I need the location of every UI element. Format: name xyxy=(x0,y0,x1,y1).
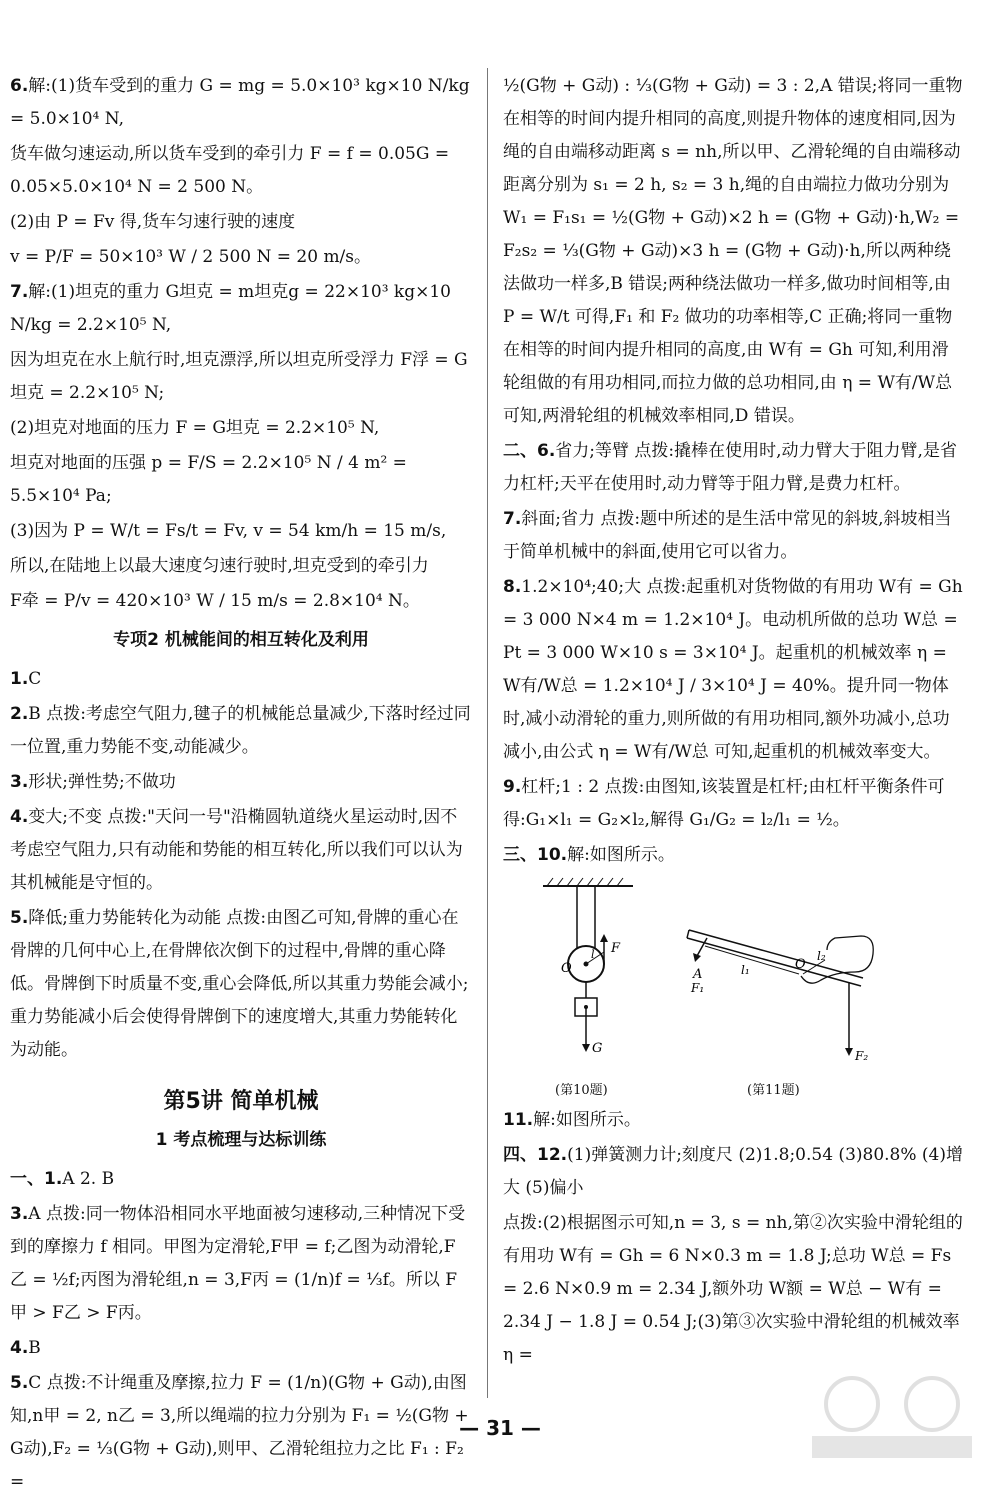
answer-text: 省力;等臂 点拨:撬棒在使用时,动力臂大于阻力臂,是省力杠杆;天平在使用时,动力臂等于阻力臂,是费力杠杆。 xyxy=(503,441,957,494)
question-number: 三、10. xyxy=(503,845,568,865)
question-number: 7. xyxy=(503,509,522,529)
figure-11-lever xyxy=(687,930,873,1063)
answer-text: 解:(1)坦克的重力 G坦克 = m坦克g = 22×10³ kg×10 N/kg = 2.2×10⁵ N, xyxy=(10,282,451,335)
label-o2: O xyxy=(795,957,806,972)
figure-10-pulley xyxy=(543,878,633,1056)
answer-text: 解:(1)货车受到的重力 G = mg = 5.0×10³ kg×10 N/kg = 5.0×10⁴ N, xyxy=(10,76,470,129)
answer-item xyxy=(10,241,472,274)
label-o: O xyxy=(561,961,572,976)
right-column xyxy=(503,70,965,1374)
answer-text: C xyxy=(28,669,42,689)
answer-item xyxy=(503,1104,965,1137)
answer-text: (1)弹簧测力计;刻度尺 (2)1.8;0.54 (3)80.8% (4)增大 (5)偏小 xyxy=(503,1145,964,1198)
label-l2: l₂ xyxy=(817,949,826,963)
label-f2: F₂ xyxy=(855,1049,869,1063)
column-divider xyxy=(487,68,488,1398)
label-f1: F₁ xyxy=(691,981,705,995)
question-number: 四、12. xyxy=(503,1145,568,1165)
section-title: 专项2 机械能间的相互转化及利用 xyxy=(113,630,369,650)
answer-text: 解:如图所示。 xyxy=(533,1110,641,1130)
answer-item xyxy=(10,766,472,799)
left-column xyxy=(10,70,472,1501)
question-number: 二、6. xyxy=(503,441,556,461)
answer-text: A 2. B xyxy=(62,1169,115,1189)
caption-fig10: (第10题) xyxy=(555,1083,608,1098)
answer-item xyxy=(503,571,965,769)
answer-text: B xyxy=(28,1338,41,1358)
answer-item xyxy=(10,550,472,583)
answer-text: 因为坦克在水上航行时,坦克漂浮,所以坦克所受浮力 F浮 = G坦克 = 2.2×10⁵ N; xyxy=(10,350,468,403)
answer-item xyxy=(10,585,472,618)
caption-fig11: (第11题) xyxy=(747,1083,800,1098)
question-number: 7. xyxy=(10,282,29,302)
question-number: 3. xyxy=(10,772,29,792)
answer-item xyxy=(10,902,472,1067)
answer-list-3 xyxy=(10,1163,472,1499)
answer-item xyxy=(503,435,965,501)
answer-item xyxy=(10,447,472,513)
question-number: 9. xyxy=(503,777,522,797)
label-g: G xyxy=(592,1041,603,1056)
answer-item xyxy=(10,70,472,136)
answer-item xyxy=(10,1198,472,1330)
question-number: 4. xyxy=(10,807,29,827)
question-number: 1. xyxy=(10,669,29,689)
label-l1: l₁ xyxy=(741,963,750,977)
question-number: 5. xyxy=(10,1373,29,1393)
question-number: 3. xyxy=(10,1204,29,1224)
answer-item xyxy=(503,839,965,872)
label-l: l xyxy=(591,948,595,961)
answer-item xyxy=(503,1207,965,1372)
answer-text: F牵 = P/v = 420×10³ W / 15 m/s = 2.8×10⁴ N。 xyxy=(10,591,420,611)
answer-list-4 xyxy=(503,70,965,872)
answer-item xyxy=(503,1139,965,1205)
answer-text: C 点拨:不计绳重及摩擦,拉力 F = (1/n)(G物 + G动),由图知,n甲 = 2, n乙 = 3,所以绳端的拉力分别为 F₁ = ½(G物 + G动),F₂ = ⅓(G物 + G动),则甲、乙滑轮组拉力之比 F₁ : F₂ = xyxy=(10,1373,469,1492)
lecture-subtitle: 1 考点梳理与达标训练 xyxy=(155,1130,327,1150)
question-number: 5. xyxy=(10,908,29,928)
answer-text: 坦克对地面的压强 p = F/S = 2.2×10⁵ N / 4 m² = 5.5×10⁴ Pa; xyxy=(10,453,407,506)
answer-item xyxy=(503,503,965,569)
answer-text: 变大;不变 点拨:"天问一号"沿椭圆轨道绕火星运动时,因不考虑空气阻力,只有动能和势能的相互转化,所以我们可以认为其机械能是守恒的。 xyxy=(10,807,463,893)
answer-list-2 xyxy=(10,663,472,1067)
question-number: 一、1. xyxy=(10,1169,63,1189)
answer-item xyxy=(10,138,472,204)
question-number: 6. xyxy=(10,76,29,96)
answer-text: 杠杆;1 : 2 点拨:由图知,该装置是杠杆;由杠杆平衡条件可得:G₁×l₁ = G₂×l₂,解得 G₁/G₂ = l₂/l₁ = ½。 xyxy=(503,777,945,830)
answer-item xyxy=(10,1163,472,1196)
answer-text: 货车做匀速运动,所以货车受到的牵引力 F = f = 0.05G = 0.05×5.0×10⁴ N = 2 500 N。 xyxy=(10,144,450,197)
question-number: 11. xyxy=(503,1110,534,1130)
answer-text: 降低;重力势能转化为动能 点拨:由图乙可知,骨牌的重心在骨牌的几何中心上,在骨牌依次倒下的过程中,骨牌的重心降低。骨牌倒下时质量不变,重心会降低,所以其重力势能会减小;重力势能减小后会使得骨牌倒下的速度增大,其重力势能转化为动能。 xyxy=(10,908,469,1060)
answer-item xyxy=(10,515,472,548)
answer-item xyxy=(10,663,472,696)
answer-item xyxy=(10,412,472,445)
answer-text: 点拨:(2)根据图示可知,n = 3, s = nh,第②次实验中滑轮组的有用功 W有 = Gh = 6 N×0.3 m = 1.8 J;总功 W总 = Fs = 2.6 N×0.9 m = 2.34 J,额外功 W额 = W总 − W有 = 2.34 J − 1.8 J = 0.54 J;(3)第③次实验中滑轮组的机械效率 η = xyxy=(503,1213,963,1365)
answer-item xyxy=(10,801,472,900)
answer-item xyxy=(10,276,472,342)
answer-item xyxy=(10,698,472,764)
answer-item xyxy=(503,70,965,433)
page-number: — 31 — xyxy=(459,1416,541,1440)
answer-text: (2)坦克对地面的压力 F = G坦克 = 2.2×10⁵ N, xyxy=(10,418,380,438)
figure-svg xyxy=(503,874,965,1104)
lecture-title: 第5讲 简单机械 xyxy=(163,1089,319,1114)
answer-text: 形状;弹性势;不做功 xyxy=(28,772,176,792)
answer-text: (2)由 P = Fv 得,货车匀速行驶的速度 xyxy=(10,212,296,232)
answer-text: 所以,在陆地上以最大速度匀速行驶时,坦克受到的牵引力 xyxy=(10,556,429,576)
answer-text: 解:如图所示。 xyxy=(567,845,675,865)
answer-text: A 点拨:同一物体沿相同水平地面被匀速移动,三种情况下受到的摩擦力 f 相同。甲图为定滑轮,F甲 = f;乙图为动滑轮,F乙 = ½f;丙图为滑轮组,n = 3,F丙 = (1/n)f = ⅓f。所以 F甲 > F乙 > F丙。 xyxy=(10,1204,466,1323)
answer-item xyxy=(10,206,472,239)
question-number: 2. xyxy=(10,704,29,724)
answer-item xyxy=(10,1332,472,1365)
answer-text: (3)因为 P = W/t = Fs/t = Fv, v = 54 km/h = 15 m/s, xyxy=(10,521,447,541)
answer-text: ½(G物 + G动) : ⅓(G物 + G动) = 3 : 2,A 错误;将同一重物在相等的时间内提升相同的高度,则提升物体的速度相同,因为绳的自由端移动距离 s = nh,所以甲、乙滑轮绳的自由端移动距离分别为 s₁ = 2 h, s₂ = 3 h,绳的自由端拉力做功分别为 W₁ = F₁s₁ = ½(G物 + G动)×2 h = (G物 + G动)·h,W₂ = F₂s₂ = ⅓(G物 + G动)×3 h = (G物 + G动)·h,所以两种绕法做功一样多,B 错误;两种绕法做功一样多,做功时间相等,由 P = W/t 可得,F₁ 和 F₂ 做功的功率相等,C 正确;将同一重物在相等的时间内提升相同的高度,由 W有 = Gh 可知,利用滑轮组做的有用功相同,而拉力做的总功相同,由 η = W有/W总 可知,两滑轮组的机械效率相同,D 错误。 xyxy=(503,76,963,426)
label-f: F xyxy=(611,941,621,956)
watermark-logo xyxy=(802,1364,982,1464)
answer-list-1 xyxy=(10,70,472,618)
answer-text: 1.2×10⁴;40;大 点拨:起重机对货物做的有用功 W有 = Gh = 3 000 N×4 m = 1.2×10⁴ J。电动机所做的总功 W总 = Pt = 3 000 W×10 s = 3×10⁴ J。起重机的机械效率 η = W有/W总 = 1.2×10⁴ J / 3×10⁴ J = 40%。提升同一物体时,减小动滑轮的重力,则所做的有用功相同,额外功减小,总功减小,由公式 η = W有/W总 可知,起重机的机械效率变大。 xyxy=(503,577,963,762)
answer-list-5 xyxy=(503,1104,965,1372)
answer-text: B 点拨:考虑空气阻力,毽子的机械能总量减少,下落时经过同一位置,重力势能不变,动能减少。 xyxy=(10,704,471,757)
answer-text: v = P/F = 50×10³ W / 2 500 N = 20 m/s。 xyxy=(10,247,372,267)
question-number: 8. xyxy=(503,577,522,597)
answer-item xyxy=(503,771,965,837)
answer-item xyxy=(10,344,472,410)
label-a: A xyxy=(693,967,703,982)
figures xyxy=(503,874,965,1104)
question-number: 4. xyxy=(10,1338,29,1358)
answer-text: 斜面;省力 点拨:题中所述的是生活中常见的斜坡,斜坡相当于简单机械中的斜面,使用它可以省力。 xyxy=(503,509,952,562)
